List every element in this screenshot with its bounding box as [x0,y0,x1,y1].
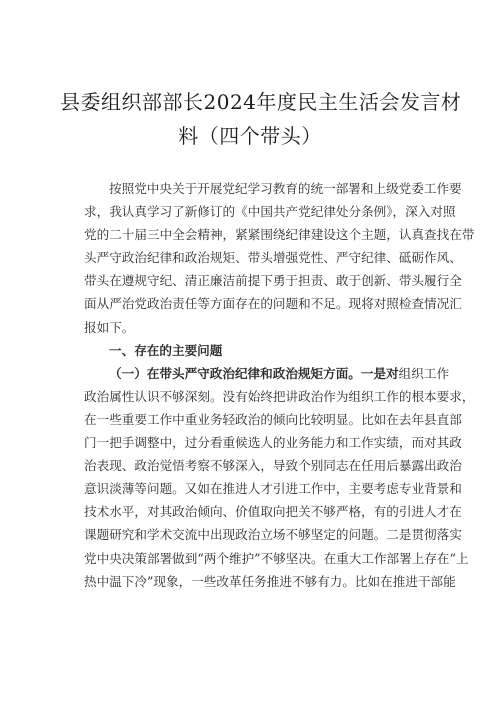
para1-bold-lead: （一）在带头严守政治纪律和政治规矩方面。一是对 [109,365,399,381]
intro-line: 求，我认真学习了新修订的《中国共产党纪律处分条例》，深入对照 [84,204,456,220]
intro-line: 报如下。 [84,319,135,335]
para1-line: 党中央决策部署做到“两个维护”不够坚决。在重大工作部署上存在“上 [84,550,469,566]
para1-line: 在一些重要工作中重业务轻政治的倾向比较明显。比如在去年县直部 [84,411,462,427]
intro-line: 带头在遵规守纪、清正廉洁前提下勇于担责、敢于创新、带头履行全 [84,273,462,289]
intro-line: 面从严治党政治责任等方面存在的问题和不足。现将对照检查情况汇 [84,296,462,312]
document-body [84,177,475,593]
para1-lead-line [84,362,450,385]
intro-line: 按照党中央关于开展党纪学习教育的统一部署和上级党委工作要 [109,181,462,196]
para1-lead-rest: 组织工作 [398,365,450,381]
para1-line: 政治属性认识不够深刻。没有始终把讲政治作为组织工作的根本要求， [84,388,475,404]
para1-line: 热中温下冷”现象，一些改革任务推进不够有力。比如在推进干部能 [84,573,456,589]
intro-line: 党的二十届三中全会精神，紧紧围绕纪律建设这个主题，认真查找在带 [84,227,475,243]
para1-line: 技术水平，对其政治倾向、价值取向把关不够严格，有的引进人才在 [84,504,462,520]
para1-line: 治表现、政治觉悟考察不够深入，导致个别同志在任用后暴露出政治 [84,458,462,474]
para1-line: 意识淡薄等问题。又如在推进人才引进工作中，主要考虑专业背景和 [84,481,462,497]
para1-line: 门一把手调整中，过分看重候选人的业务能力和工作实绩，而对其政 [84,435,462,451]
section-heading: 一、存在的主要问题 [109,342,223,358]
document-title-line-2: 料（四个带头） [178,124,322,148]
para1-line: 课题研究和学术交流中出现政治立场不够坚定的问题。二是贯彻落实 [84,527,462,543]
document-title-line-1: 县委组织部部长2024年度民主生活会发言材 [60,90,462,114]
intro-line: 头严守政治纪律和政治规矩、带头增强党性、严守纪律、砥砺作风、 [84,250,462,266]
